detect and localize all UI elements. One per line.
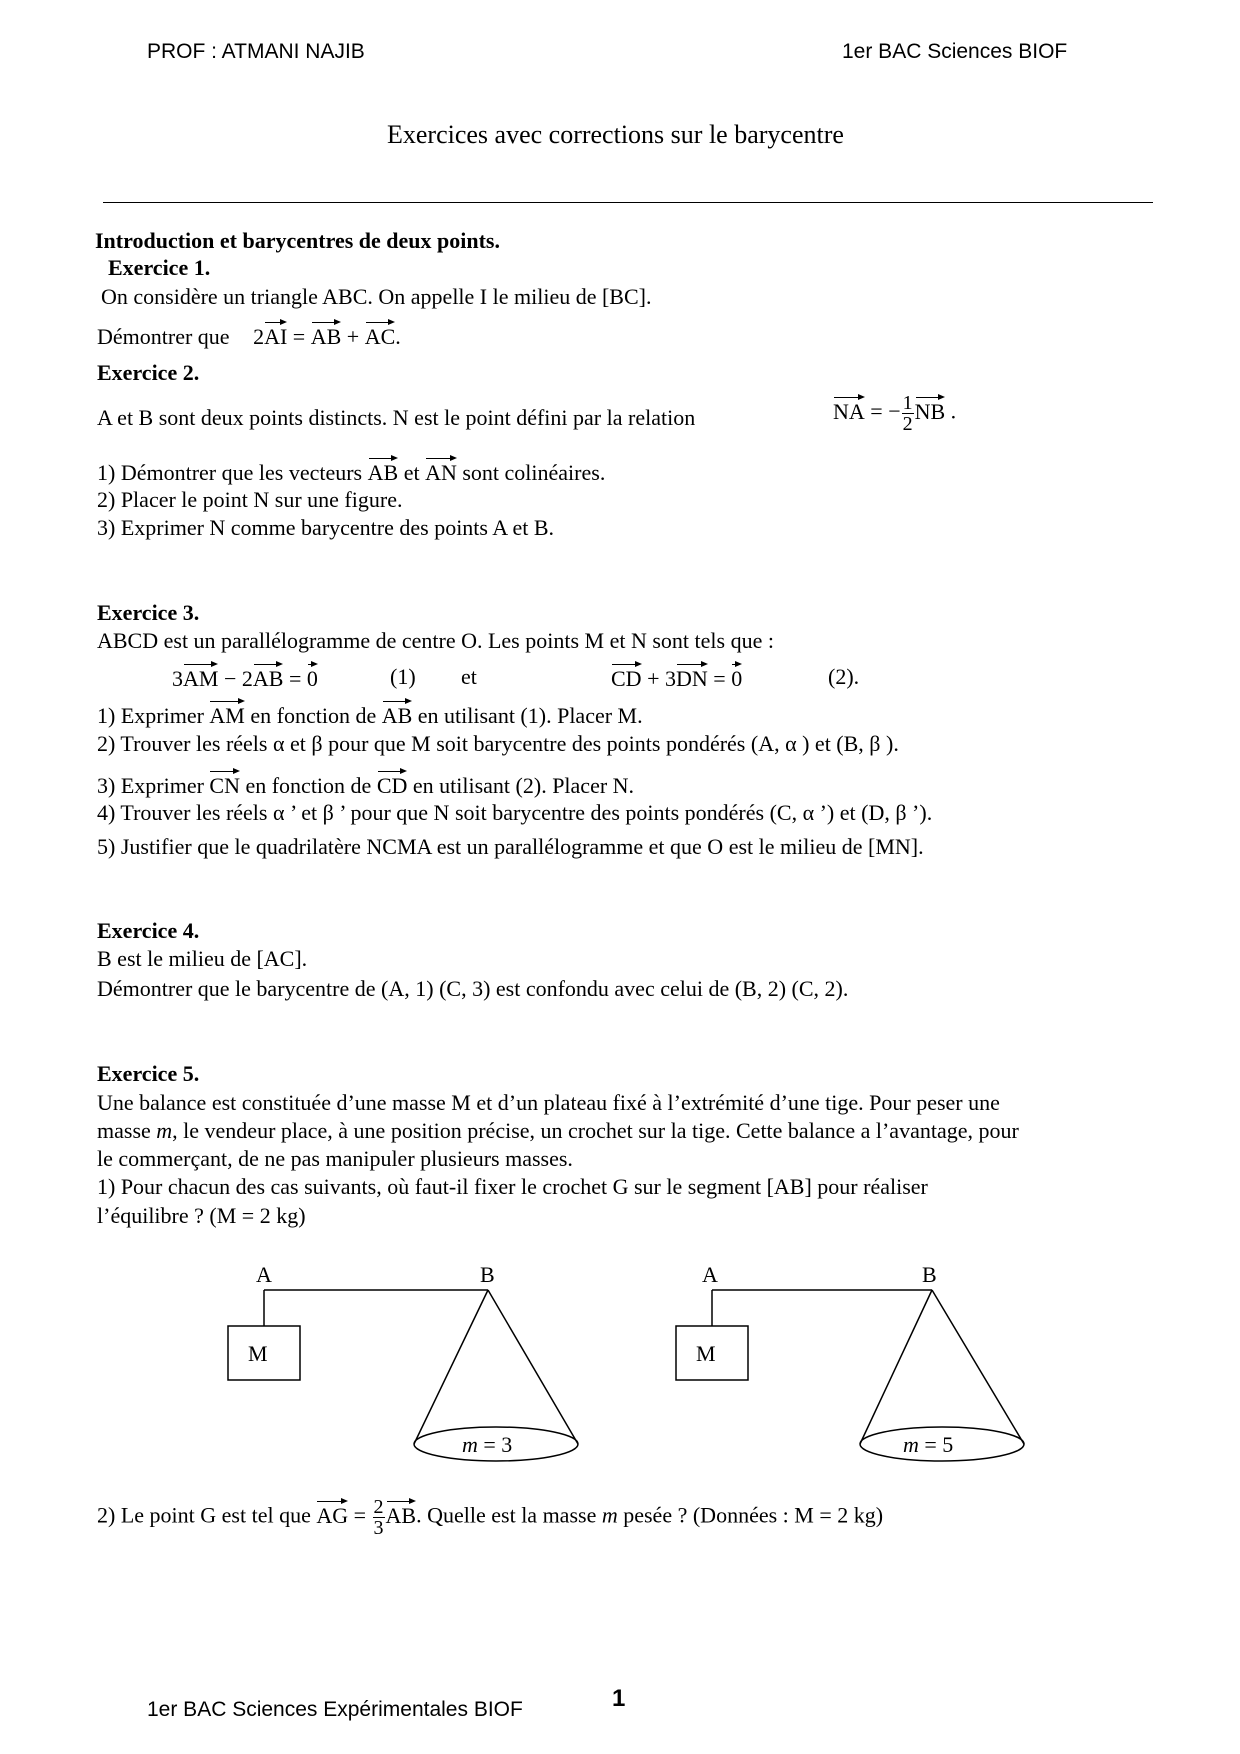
ex2-q2: 2) Placer le point N sur une figure. (97, 487, 403, 512)
fig1-plate-label (462, 1432, 512, 1457)
fig2-plate-label (903, 1432, 953, 1457)
ex3-eq2-label: (2). (828, 664, 860, 689)
ex5-q2-m: m (601, 1502, 618, 1528)
fig1-label-b: B (480, 1262, 495, 1287)
page-number: 1 (612, 1685, 626, 1712)
ex3-q3-c: en utilisant (2). Placer N. (412, 773, 635, 798)
fig2-plate-right (932, 1290, 1024, 1444)
section-heading: Introduction et barycentres de deux points. (95, 228, 500, 253)
fig1-plate-left (414, 1290, 488, 1444)
fig1-mass-label: M (248, 1341, 268, 1366)
fig2-mass-label: M (696, 1341, 716, 1366)
balance-figure-2 (676, 1262, 1024, 1461)
ex3-q1-b: en fonction de (250, 703, 377, 728)
ex5-heading: Exercice 5. (97, 1061, 200, 1086)
ex5-q2-fraction (373, 1497, 385, 1538)
footer-left: 1er BAC Sciences Expérimentales BIOF (147, 1698, 523, 1721)
ex4-line1: B est le milieu de [AC]. (97, 946, 308, 971)
vector-am: AM (183, 666, 219, 691)
ex1-coef: 2 (253, 324, 265, 349)
ex2-rel-sign: = − (870, 398, 901, 424)
ex2-q1-and: et (403, 460, 420, 485)
fig2-plate-m: m (903, 1432, 919, 1457)
ex5-p3: le commerçant, de ne pas manipuler plusieurs masses. (97, 1146, 573, 1171)
zero-vector: 0 (731, 666, 743, 691)
vector-ab: AB (252, 666, 284, 691)
ex3-eq2-eq: = (713, 666, 726, 691)
zero-vector: 0 (306, 666, 318, 691)
ex3-eq1-mid: − 2 (223, 666, 253, 691)
ex1-line1: On considère un triangle ABC. On appelle I le milieu de [BC]. (101, 284, 652, 309)
ex5-q2 (97, 1497, 883, 1538)
ex3-eq1-coef: 3 (172, 666, 183, 691)
ex5-q2-a: 2) Le point G est tel que (97, 1502, 311, 1528)
fig1-plate-m: m (462, 1432, 478, 1457)
ex3-eq1-label: (1) (390, 664, 416, 689)
ex5-q2-den: 3 (373, 1517, 384, 1539)
vector-ag: AG (316, 1502, 349, 1528)
ex3-q3-a: 3) Exprimer (97, 773, 204, 798)
vector-ac: AC (364, 324, 396, 349)
ex4-heading: Exercice 4. (97, 918, 200, 943)
ex3-q4: 4) Trouver les réels α ’ et β ’ pour que N soit barycentre des points pondérés (C, α ’) et (D, β ’). (97, 800, 933, 825)
vector-dn: DN (675, 666, 708, 691)
page-title: Exercices avec corrections sur le barycentre (387, 120, 844, 149)
vector-cn: CN (209, 773, 240, 798)
ex5-p2-m: m (156, 1118, 173, 1143)
vector-nb: NB (914, 398, 946, 424)
ex2-line1: A et B sont deux points distincts. N est le point défini par la relation (97, 405, 696, 430)
ex2-q1-prefix: 1) Démontrer que les vecteurs (97, 460, 363, 485)
fig1-plate-val: = 3 (477, 1432, 513, 1457)
vector-cd: CD (611, 666, 642, 691)
fig2-plate-val: = 5 (918, 1432, 954, 1457)
ex3-q3-b: en fonction de (245, 773, 372, 798)
ex5-q1-l2: l’équilibre ? (M = 2 kg) (97, 1203, 306, 1228)
vector-na: NA (833, 398, 865, 424)
ex3-q5: 5) Justifier que le quadrilatère NCMA est un parallélogramme et que O est le milieu de [MN]. (97, 834, 924, 859)
ex1-equals: = (292, 324, 306, 349)
ex2-frac-num: 1 (902, 392, 913, 414)
ex1-heading: Exercice 1. (108, 255, 211, 280)
ex3-eq2-mid: + 3 (647, 666, 676, 691)
ex3-eq1-eq: = (288, 666, 302, 691)
fig2-label-b: B (922, 1262, 937, 1287)
ex5-p1: Une balance est constituée d’une masse M et d’un plateau fixé à l’extrémité d’une tige. Pour peser une (97, 1090, 1000, 1115)
ex3-q2: 2) Trouver les réels α et β pour que M soit barycentre des points pondérés (A, α ) et (B, β ). (97, 731, 899, 756)
vector-ab: AB (310, 324, 342, 349)
ex3-and: et (461, 664, 477, 689)
ex1-end: . (395, 324, 401, 349)
ex4-line2: Démontrer que le barycentre de (A, 1) (C, 3) est confondu avec celui de (B, 2) (C, 2). (97, 976, 849, 1001)
ex5-q2-eq: = (353, 1502, 367, 1528)
vector-ab: AB (385, 1502, 417, 1528)
fig2-label-a: A (702, 1262, 718, 1287)
vector-an: AN (425, 460, 457, 485)
ex3-q1-a: 1) Exprimer (97, 703, 204, 728)
fig1-label-a: A (256, 1262, 272, 1287)
ex2-heading: Exercice 2. (97, 360, 200, 385)
ex2-q3: 3) Exprimer N comme barycentre des points A et B. (97, 515, 554, 540)
ex5-p2-b: , le vendeur place, à une position précise, un crochet sur la tige. Cette balance a l’avantage, pour (172, 1118, 1019, 1143)
header-left: PROF : ATMANI NAJIB (147, 40, 365, 63)
ex3-line1: ABCD est un parallélogramme de centre O. Les points M et N sont tels que : (97, 628, 774, 653)
ex2-rel-end: . (950, 398, 957, 424)
ex5-q2-num: 2 (373, 1496, 384, 1518)
vector-am: AM (209, 703, 245, 728)
vector-ai: AI (264, 324, 288, 349)
ex5-q2-b: . Quelle est la masse (416, 1502, 602, 1528)
ex3-q1-c: en utilisant (1). Placer M. (417, 703, 643, 728)
balance-figure-1 (228, 1262, 578, 1461)
fig2-plate-left (860, 1290, 932, 1444)
ex3-heading: Exercice 3. (97, 600, 200, 625)
ex5-q2-c: pesée ? (Données : M = 2 kg) (617, 1502, 884, 1528)
header-right: 1er BAC Sciences BIOF (842, 40, 1068, 63)
ex1-plus: + (346, 324, 360, 349)
ex2-q1-suffix: sont colinéaires. (462, 460, 606, 485)
ex2-frac-den: 2 (902, 413, 913, 435)
ex1-demo-prefix: Démontrer que (97, 324, 230, 349)
vector-cd: CD (376, 773, 408, 798)
vector-ab: AB (381, 703, 413, 728)
fig1-plate-right (488, 1290, 578, 1444)
vector-ab: AB (367, 460, 399, 485)
ex5-p2-a: masse (97, 1118, 157, 1143)
ex5-q1-l1: 1) Pour chacun des cas suivants, où faut-il fixer le crochet G sur le segment [AB] pour réaliser (97, 1174, 928, 1199)
